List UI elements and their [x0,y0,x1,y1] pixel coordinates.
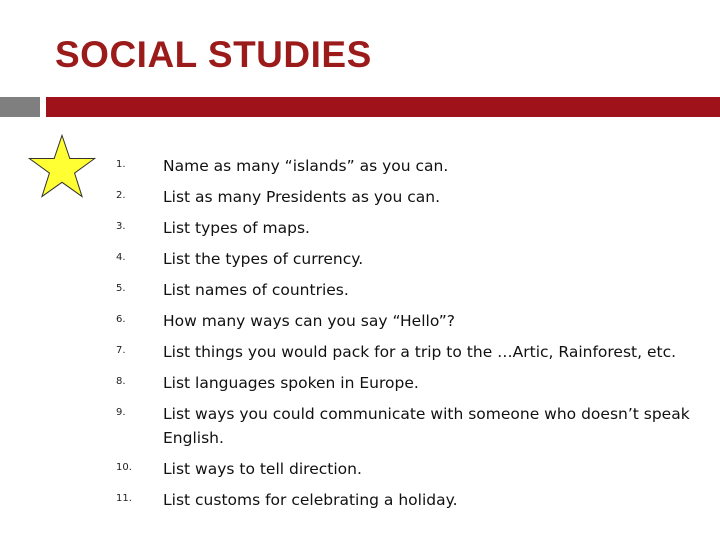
item-number: 1. [116,159,126,170]
item-number: 9. [116,407,126,418]
star-icon [28,134,96,202]
item-text: Name as many “islands” as you can. [163,157,449,175]
item-number: 3. [116,221,126,232]
item-text: How many ways can you say “Hello”? [163,312,456,330]
item-text: List things you would pack for a trip to the …Artic, Rainforest, etc. [163,343,677,361]
item-text: List the types of currency. [163,250,364,268]
item-number: 6. [116,314,126,325]
title-rule-red-bar [46,97,720,117]
item-number: 4. [116,252,126,263]
item-number: 7. [116,345,126,356]
item-number: 8. [116,376,126,387]
item-text: List types of maps. [163,219,310,237]
title-rule-gray-block [0,97,40,117]
item-number: 2. [116,190,126,201]
item-number: 10. [116,462,132,473]
item-text: List names of countries. [163,281,349,299]
item-text: List customs for celebrating a holiday. [163,491,458,509]
item-number: 11. [116,493,132,504]
item-text: List ways to tell direction. [163,460,362,478]
page-title: SOCIAL STUDIES [55,34,372,75]
item-text: List as many Presidents as you can. [163,188,441,206]
item-text: List ways you could communicate with someone who doesn’t speak English. [163,405,690,447]
item-number: 5. [116,283,126,294]
item-text: List languages spoken in Europe. [163,374,419,392]
